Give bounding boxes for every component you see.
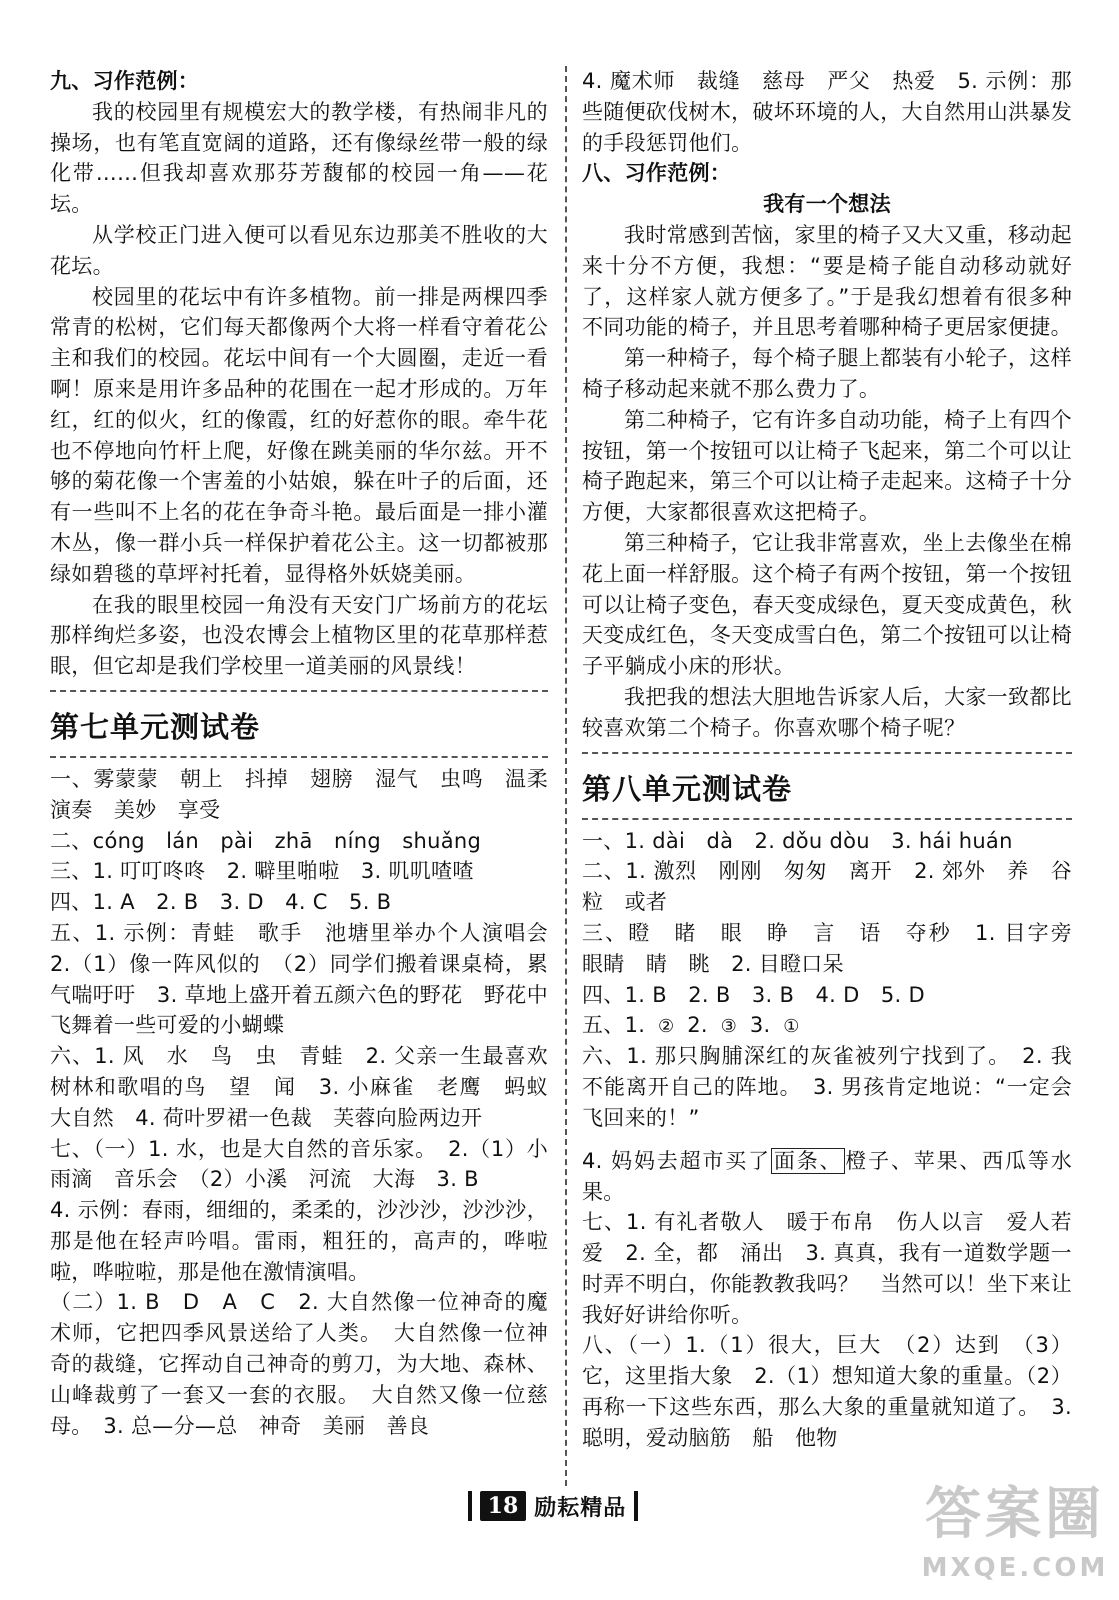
essay-paragraph: 我把我的想法大胆地告诉家人后，大家一致都比较喜欢第二个椅子。你喜欢哪个椅子呢？: [582, 684, 1072, 740]
essay-paragraph: 校园里的花坛中有许多植物。前一排是两棵四季常青的松树，它们每天都像两个大将一样看守着花公主和我们的校园。花坛中间有一个大圆圈，走近一看啊！原来是用许多品种的花围在一起才形成的。万年红，红的似火，红的像霞，红的好惹你的眼。牵牛花也不停地向竹杆上爬，好像在跳美丽的华尔兹。开不够的菊花像一个害羞的小姑娘，躲在叶子的后面，还有一些叫不上名的花在争奇斗艳。最后面是一排小灌木丛，像一群小兵一样保护着花公主。这一切都被那绿如碧毯的草坪衬托着，显得格外妖娆美丽。: [50, 284, 548, 586]
answer-line: 一、雾蒙蒙 朝上 抖掉 翅膀 湿气 虫鸣 温柔 演奏 美妙 享受: [50, 766, 570, 822]
answer-line: 八、（一）1.（1）很大，巨大 （2）达到 （3）它，这里指大象 2.（1）想知道大象的重量。（2）再称一下这些东西，那么大象的重量就知道了。 3. 聪明，爱动脑筋 船 他物: [582, 1333, 1072, 1450]
page-number: 18: [480, 1491, 527, 1521]
circled-answer: ①: [783, 1016, 800, 1038]
essay-title: 我有一个想法: [763, 192, 891, 217]
unit-8-title: 第八单元测试卷: [582, 771, 793, 806]
four-suffix: 橙子、苹果、西瓜等水果。: [582, 1148, 1073, 1204]
five-label: 3.: [749, 1013, 771, 1038]
boxed-answer: 面条、: [771, 1148, 845, 1174]
answer-line: 一、1. dài dà 2. dǒu dòu 3. hái huán: [582, 828, 1013, 853]
answer-line: 七、1. 有礼者敬人 暖于布帛 伤人以言 爱人若爱 2. 全，都 涌出 3. 真真，我有一道数学题一时弄不明白，你能教教我吗？ 当然可以！坐下来让我好好讲给你听。: [582, 1210, 1072, 1327]
answer-line: 二、cóng lán pài zhā níng shuǎng: [50, 828, 482, 853]
four-prefix: 4. 妈妈去超市买了: [582, 1148, 771, 1173]
essay-paragraph: 我时常感到苦恼，家里的椅子又大又重，移动起来十分不方便，我想：“要是椅子能自动移动就好了，这样家人就方便多了。”于是我幻想着有很多种不同功能的椅子，并且思考着哪种椅子更居家便捷。: [582, 222, 1072, 340]
essay-paragraph: 我的校园里有规模宏大的教学楼，有热闹非凡的操场，也有笔直宽阔的道路，还有像绿丝带一般的绿化带……但我却喜欢那芬芳馥郁的校园一角——花坛。: [50, 99, 548, 217]
answer-line: 四、1. A 2. B 3. D 4. C 5. B: [50, 890, 392, 915]
answer-line: 六、1. 风 水 鸟 虫 青蛙 2. 父亲一生最喜欢树林和歌唱的鸟 望 闻 3. 小麻雀 老鹰 蚂蚁 大自然 4. 荷叶罗裙一色裁 芙蓉向脸两边开: [50, 1044, 570, 1130]
section-separator: [582, 752, 1072, 754]
section-9-heading: 九、习作范例：: [50, 69, 200, 93]
title-underline: [50, 756, 548, 758]
answer-line: 七、（一）1. 水，也是大自然的音乐家。 2.（1）小雨滴 音乐会 （2）小溪 河流 大海 3. B: [50, 1136, 548, 1192]
left-column: [50, 66, 570, 1441]
title-underline: [582, 818, 1072, 820]
section-8-heading: 八、习作范例：: [582, 161, 732, 186]
answer-line: 五、1. 示例：青蛙 歌手 池塘里举办个人演唱会 2.（1）像一阵风似的 （2）同学们搬着课桌椅，累气喘吁吁 3. 草地上盛开着五颜六色的野花 野花中飞舞着一些可爱的小蝴蝶: [50, 920, 570, 1038]
answer-line: 四、1. B 2. B 3. B 4. D 5. D: [582, 982, 925, 1007]
watermark-text: 答案圈: [925, 1482, 1105, 1547]
answer-line: 4. 魔术师 裁缝 慈母 严父 热爱 5. 示例：那些随便砍伐树木，破坏环境的人，大自然用山洪暴发的手段惩罚他们。: [582, 69, 1072, 155]
unit-7-title: 第七单元测试卷: [50, 709, 261, 744]
answer-line-boxed: [582, 1146, 1072, 1208]
answer-line: （二）1. B D A C 2. 大自然像一位神奇的魔术师，它把四季风景送给了人类。 大自然像一位神奇的裁缝，它挥动自己神奇的剪刀，为大地、森林、山峰裁剪了一套又一套的衣服。 大自然又像一位慈母。 3. 总—分—总 神奇 美丽 善良: [50, 1290, 548, 1438]
essay-paragraph: 第一种椅子，每个椅子腿上都装有小轮子，这样椅子移动起来就不那么费力了。: [582, 346, 1072, 401]
footer-bar-left: [468, 1491, 472, 1521]
essay-paragraph: 第二种椅子，它有许多自动功能，椅子上有四个按钮，第一个按钮可以让椅子飞起来，第二个可以让椅子跑起来，第三个可以让椅子走起来。这椅子十分方便，大家都很喜欢这把椅子。: [582, 407, 1072, 525]
answer-line: 三、1. 叮叮咚咚 2. 噼里啪啦 3. 叽叽喳喳: [50, 859, 474, 884]
answer-line: 三、瞪 睹 眼 睁 言 语 夺秒 1. 目字旁 眼睛 睛 眺 2. 目瞪口呆: [582, 920, 1094, 976]
right-column: [582, 66, 1094, 1454]
essay-paragraph: 从学校正门进入便可以看见东边那美不胜收的大花坛。: [50, 222, 548, 278]
watermark-url: MXQE.COM: [921, 1553, 1109, 1583]
section-separator: [50, 690, 548, 692]
footer-badge: [458, 1486, 648, 1526]
five-prefix: 五、1.: [582, 1013, 646, 1038]
footer-bar-right: [634, 1491, 638, 1521]
answer-line: 4. 示例：春雨，细细的，柔柔的，沙沙沙，沙沙沙，那是他在轻声吟唱。雷雨，粗狂的，高声的，哗啦啦，哗啦啦，那是他在激情演唱。: [50, 1198, 548, 1284]
essay-paragraph: 第三种椅子，它让我非常喜欢，坐上去像坐在棉花上面一样舒服。这个椅子有两个按钮，第一个按钮可以让椅子变色，春天变成绿色，夏天变成黄色，秋天变成红色，冬天变成雪白色，第二个按钮可以让椅子平躺成小床的形状。: [582, 530, 1072, 679]
answer-line-five: [582, 1010, 1072, 1041]
answer-line: 六、1. 那只胸脯深红的灰雀被列宁找到了。 2. 我不能离开自己的阵地。 3. 男孩肯定地说：“一定会飞回来的！”: [582, 1044, 1072, 1130]
circled-answer: ②: [658, 1016, 675, 1038]
watermark-logo: [915, 1480, 1115, 1598]
answer-line: 二、1. 激烈 刚刚 匆匆 离开 2. 郊外 养 谷 粒 或者: [582, 859, 1094, 915]
essay-paragraph: 在我的眼里校园一角没有天安门广场前方的花坛那样绚烂多姿，也没农博会上植物区里的花草那样惹眼，但它却是我们学校里一道美丽的风景线！: [50, 592, 548, 679]
brand-name: 励耘精品: [534, 1495, 627, 1521]
answer-page: [50, 66, 1094, 1536]
five-label: 2.: [687, 1013, 708, 1038]
circled-answer: ③: [720, 1016, 738, 1038]
